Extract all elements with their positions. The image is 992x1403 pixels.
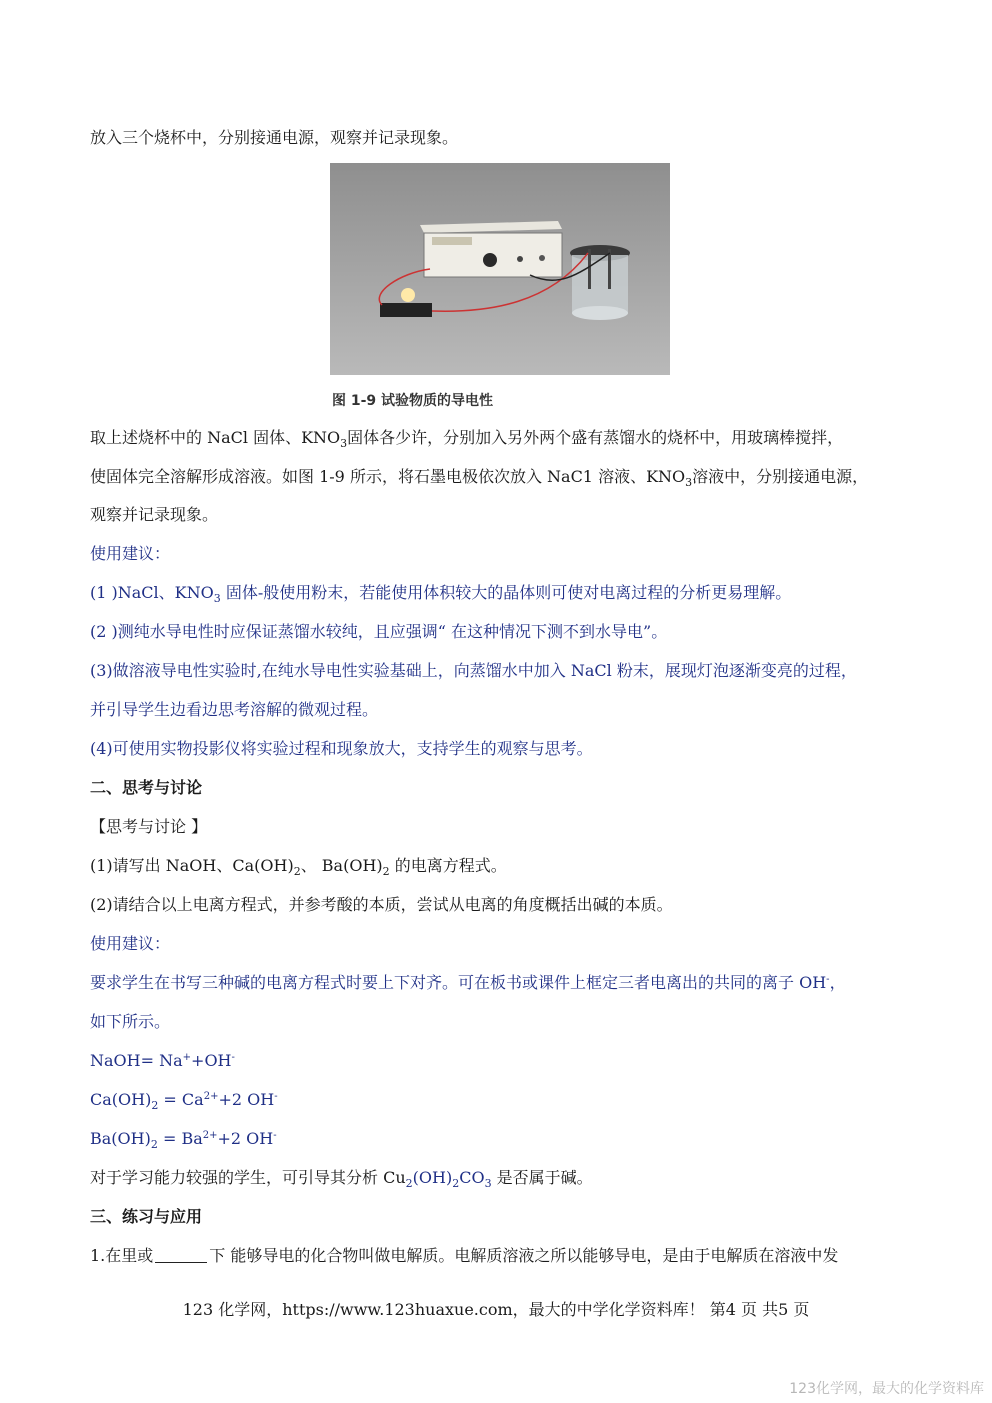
para2-line3: 观察并记录现象。 <box>90 505 219 524</box>
usage-label-1: 使用建议： <box>90 544 171 563</box>
suggestion-3-line1: (3)做溶液导电性实验时,在纯水导电性实验基础上，向蒸馏水中加入 NaCl 粉末，展现灯泡逐渐变亮的过程， <box>90 661 857 680</box>
figure-caption: 图 1-9 试验物质的导电性 <box>332 393 494 409</box>
equation-baoh2: $Ba(OH)_2 = Ba^{2+}+2$ OH- <box>90 1129 277 1151</box>
page-footer: 123 化学网，https://www.123huaxue.com，最大的中学化学资料库！ 第4 页 共5 页 <box>182 1300 810 1319</box>
intro-line: 放入三个烧杯中，分别接通电源，观察并记录现象。 <box>90 128 459 147</box>
usage-label-2: 使用建议： <box>90 934 171 953</box>
section3-heading: 三、练习与应用 <box>90 1207 203 1226</box>
suggestion-2: (2 )测纯水导电性时应保证蒸馏水较纯，且应强调“ 在这种情况下测不到水导电”。 <box>90 622 668 641</box>
equation-naoh: NaOH= Na++OH- <box>90 1051 235 1070</box>
fill-blank[interactable] <box>155 1246 207 1263</box>
section2-heading: 二、思考与讨论 <box>90 778 203 797</box>
experiment-photo <box>330 163 670 375</box>
suggestion-1: (1 )NaCl、$KNO_3$ 固体-般使用粉末，若能使用体积较大的晶体则可使对电离过程的分析更易理解。 <box>90 583 792 605</box>
cu-analysis-line: 对于学习能力较强的学生，可引导其分析 $Cu_2(OH)_2CO_3$ 是否属于碱。 <box>90 1168 593 1190</box>
bracket-heading: 【思考与讨论 】 <box>90 817 208 836</box>
para2-line2: 使固体完全溶解形成溶液。如图 1-9 所示，将石墨电极依次放入 NaC1 溶液、$KNO_3$溶液中，分别接通电源， <box>90 467 869 489</box>
suggestion-3-line2: 并引导学生边看边思考溶解的微观过程。 <box>90 700 379 719</box>
para2-line1: 取上述烧杯中的 NaCl 固体、$KNO_3$固体各少许，分别加入另外两个盛有蒸馏水的烧杯中，用玻璃棒搅拌， <box>90 428 844 450</box>
equation-caoh2: $Ca(OH)_2 = Ca^{2+}+2$ OH- <box>90 1090 278 1112</box>
advice-line2: 如下所示。 <box>90 1012 171 1031</box>
suggestion-4: (4)可使用实物投影仪将实验过程和现象放大，支持学生的观察与思考。 <box>90 739 593 758</box>
question-1: (1)请写出 NaOH、$Ca(OH)_2$、 $Ba(OH)_2$ 的电离方程式。 <box>90 856 507 878</box>
question-2: (2)请结合以上电离方程式，并参考酸的本质，尝试从电离的角度概括出碱的本质。 <box>90 895 673 914</box>
exercise-1: 1.在里或 下 能够导电的化合物叫做电解质。电解质溶液之所以能够导电，是由于电解质在溶液中发 <box>90 1246 839 1265</box>
apparatus-illustration <box>330 163 670 375</box>
advice-line1: 要求学生在书写三种碱的电离方程式时要上下对齐。可在板书或课件上框定三者电离出的共同的离子 OH-， <box>90 973 846 992</box>
watermark: 123化学网，最大的化学资料库 <box>789 1381 984 1397</box>
